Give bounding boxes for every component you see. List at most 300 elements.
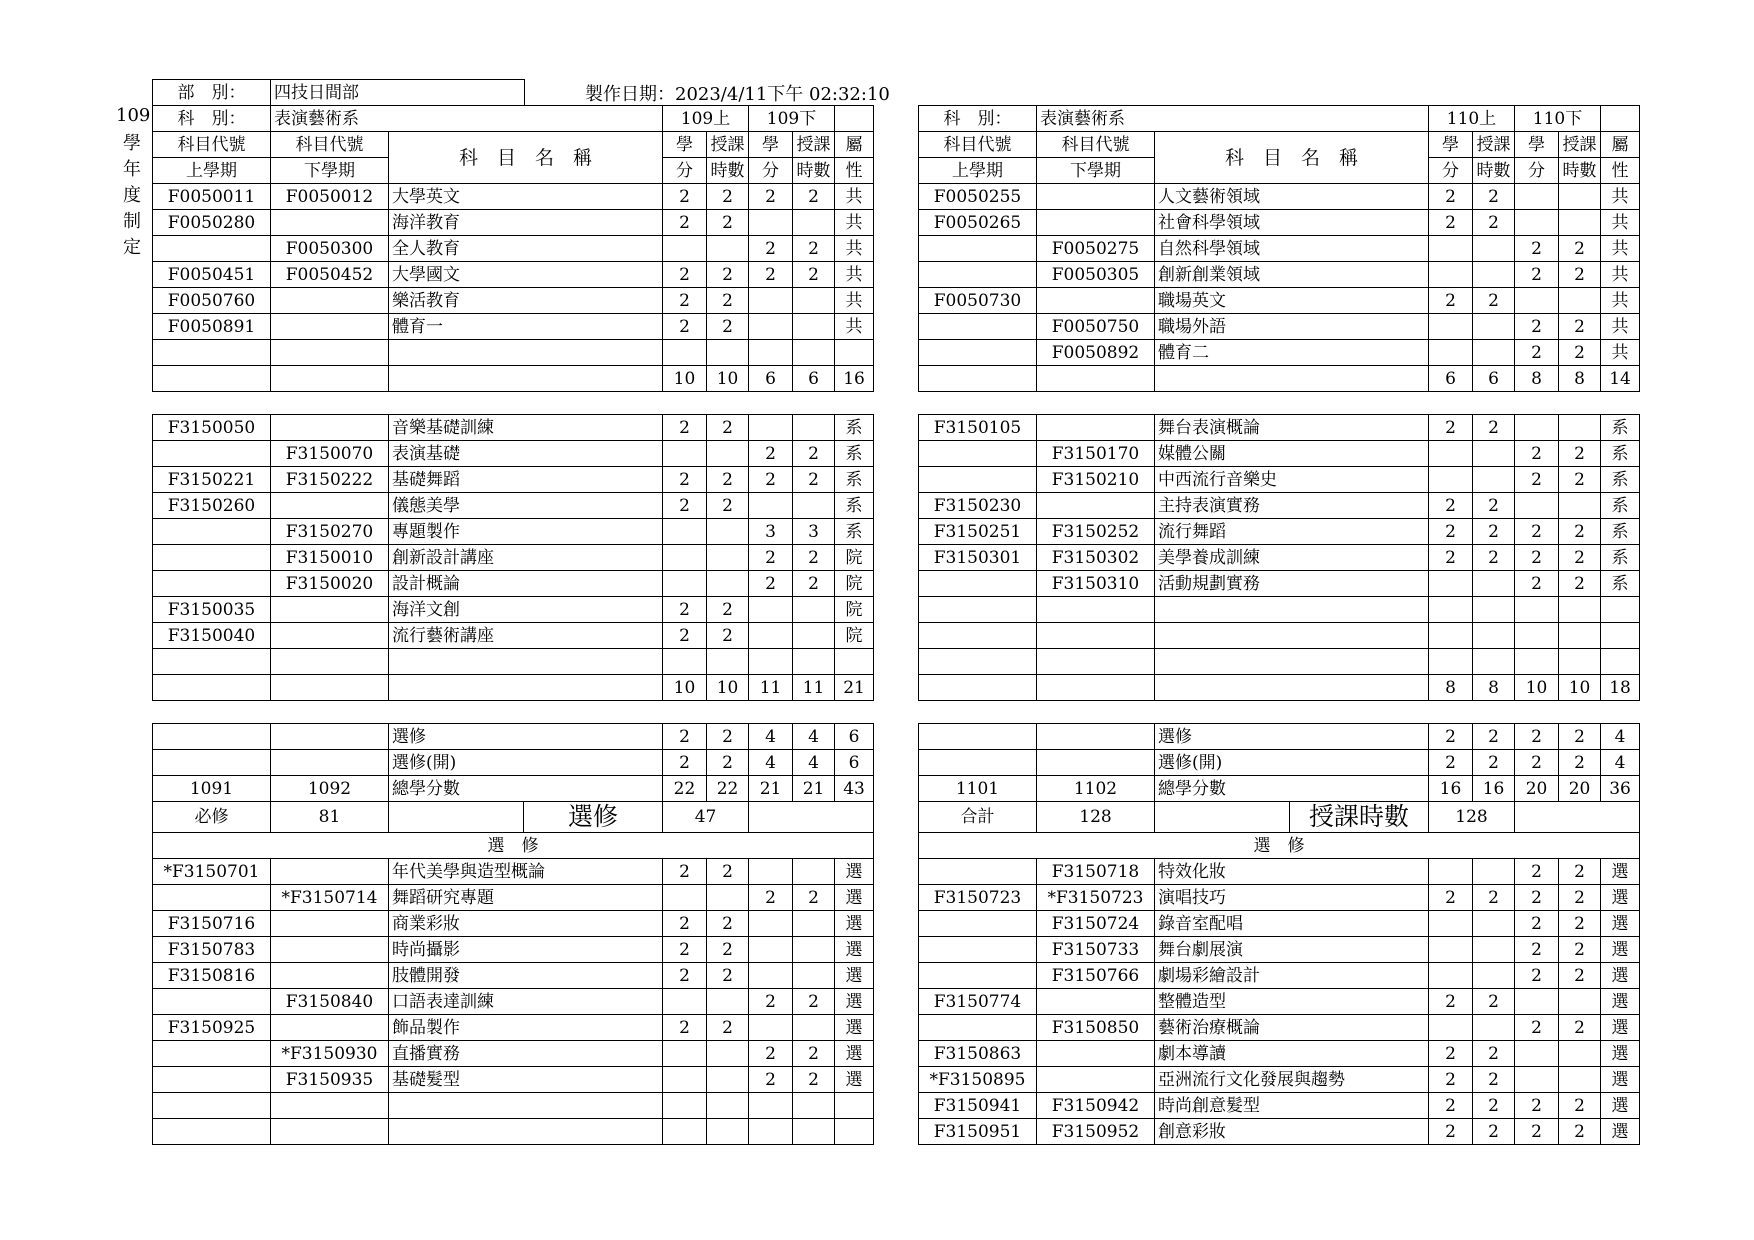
table-row (919, 493, 1640, 519)
attribute: 21 (835, 675, 874, 701)
hours-2: 2 (793, 262, 835, 288)
table-row (919, 885, 1640, 911)
code-lower: F3150840 (271, 989, 389, 1015)
hours-1 (707, 885, 749, 911)
spacer-row (153, 392, 874, 415)
table-row (153, 911, 874, 937)
total-label-2: 選修 (523, 802, 662, 832)
code-lower (1037, 597, 1155, 623)
table-row (153, 859, 874, 885)
code-lower: F0050300 (271, 236, 389, 262)
hours-1: 2 (707, 750, 749, 776)
attribute: 選 (1601, 1041, 1640, 1067)
elective-section-title: 選 修 (919, 833, 1640, 859)
code-lower (1037, 366, 1155, 392)
credit-2: 4 (749, 750, 793, 776)
spacer (153, 392, 874, 415)
credit-2: 2 (1515, 1093, 1559, 1119)
hours-1 (1473, 314, 1515, 340)
table-row (153, 1119, 874, 1145)
code-lower (271, 288, 389, 314)
credit-1: 2 (1429, 1067, 1473, 1093)
credit-2: 2 (1515, 441, 1559, 467)
blank-cell (749, 802, 874, 833)
credit-2 (749, 649, 793, 675)
hours-2: 3 (793, 519, 835, 545)
hours-1 (1473, 649, 1515, 675)
code-lower: F3150718 (1037, 859, 1155, 885)
hours-2: 4 (793, 724, 835, 750)
course-name: 流行藝術講座 (389, 623, 663, 649)
attribute: 系 (835, 415, 874, 441)
credit-2 (1515, 623, 1559, 649)
attribute: 6 (835, 724, 874, 750)
code-upper (153, 519, 271, 545)
course-name: 時尚攝影 (389, 937, 663, 963)
elective-title-row (919, 833, 1640, 859)
table-row (919, 989, 1640, 1015)
credit-1: 2 (663, 210, 707, 236)
attribute: 共 (1601, 184, 1640, 210)
course-name: 創新創業領域 (1155, 262, 1429, 288)
code-upper (919, 366, 1037, 392)
credit-1: 2 (663, 724, 707, 750)
table-row (153, 441, 874, 467)
hours-2 (1559, 649, 1601, 675)
hours-2 (793, 1015, 835, 1041)
attribute: 系 (1601, 441, 1640, 467)
credit-1 (1429, 441, 1473, 467)
code-upper (153, 340, 271, 366)
code-upper: F3150951 (919, 1119, 1037, 1145)
course-name: 媒體公關 (1155, 441, 1429, 467)
code-lower (1037, 493, 1155, 519)
table-row (919, 1067, 1640, 1093)
course-name: 舞蹈研究專題 (389, 885, 663, 911)
credit-1: 2 (663, 911, 707, 937)
hours-2: 2 (1559, 467, 1601, 493)
right-course-table (918, 105, 1640, 1145)
credit-1 (663, 571, 707, 597)
credit-2: 2 (1515, 937, 1559, 963)
table-row (919, 675, 1640, 701)
code-lower (1037, 184, 1155, 210)
credit-2: 6 (749, 366, 793, 392)
code-upper (153, 675, 271, 701)
code-upper (919, 649, 1037, 675)
hours-1: 8 (1473, 675, 1515, 701)
attribute: 18 (1601, 675, 1640, 701)
credit-1: 2 (1429, 415, 1473, 441)
course-name: 飾品製作 (389, 1015, 663, 1041)
hours-1: 2 (707, 911, 749, 937)
credit-1: 2 (1429, 750, 1473, 776)
table-row (153, 571, 874, 597)
code-lower (1037, 675, 1155, 701)
table-row (919, 859, 1640, 885)
hours-2: 2 (1559, 937, 1601, 963)
code-lower: F0050750 (1037, 314, 1155, 340)
code-lower (1037, 623, 1155, 649)
attribute: 選 (835, 911, 874, 937)
credit-1 (1429, 623, 1473, 649)
credit-2 (749, 415, 793, 441)
attribute: 共 (1601, 236, 1640, 262)
course-name (1155, 675, 1429, 701)
major-value: 表演藝術系 (1037, 106, 1429, 132)
hours-2: 2 (793, 1041, 835, 1067)
code-lower (271, 1093, 389, 1119)
attribute: 共 (835, 184, 874, 210)
elective-section-title: 選 修 (153, 833, 874, 859)
header-code-upper: 科目代號 (919, 132, 1037, 158)
credit-2: 10 (1515, 675, 1559, 701)
credit-1: 6 (1429, 366, 1473, 392)
course-name: 基礎舞蹈 (389, 467, 663, 493)
credit-2: 2 (749, 989, 793, 1015)
attribute: 系 (835, 441, 874, 467)
table-row (153, 236, 874, 262)
attribute: 系 (835, 519, 874, 545)
credit-1: 16 (1429, 776, 1473, 802)
code-lower: F3150210 (1037, 467, 1155, 493)
code-upper: F3150301 (919, 545, 1037, 571)
code-lower (1037, 210, 1155, 236)
attribute: 16 (835, 366, 874, 392)
credit-2: 2 (1515, 545, 1559, 571)
hours-1 (1473, 340, 1515, 366)
code-upper (153, 236, 271, 262)
course-name: 肢體開發 (389, 963, 663, 989)
credit-2: 2 (749, 885, 793, 911)
course-name: 劇場彩繪設計 (1155, 963, 1429, 989)
credit-2: 3 (749, 519, 793, 545)
hours-2 (1559, 210, 1601, 236)
attribute: 系 (835, 467, 874, 493)
code-upper (919, 314, 1037, 340)
course-name: 體育二 (1155, 340, 1429, 366)
hours-1: 2 (1473, 493, 1515, 519)
attribute: 選 (835, 963, 874, 989)
attribute (835, 1119, 874, 1145)
code-lower: F3150952 (1037, 1119, 1155, 1145)
header-code-upper: 科目代號 (153, 132, 271, 158)
credit-2 (749, 1119, 793, 1145)
attribute: 4 (1601, 724, 1640, 750)
code-upper (919, 963, 1037, 989)
header-credit: 分 (749, 158, 793, 184)
attribute: 選 (835, 1015, 874, 1041)
code-upper (919, 236, 1037, 262)
header-hours: 授課 (1473, 132, 1515, 158)
table-row (153, 963, 874, 989)
code-upper: F3150040 (153, 623, 271, 649)
code-lower: F3150020 (271, 571, 389, 597)
hours-1: 2 (1473, 1041, 1515, 1067)
course-name: 亞洲流行文化發展與趨勢 (1155, 1067, 1429, 1093)
hours-2 (793, 288, 835, 314)
credit-1: 2 (1429, 1041, 1473, 1067)
credit-2: 2 (749, 545, 793, 571)
credit-2: 2 (749, 1041, 793, 1067)
table-row (919, 340, 1640, 366)
table-row (919, 314, 1640, 340)
year-vertical-char: 年 (123, 159, 141, 180)
hours-1: 2 (707, 597, 749, 623)
year-vertical-label (116, 131, 148, 261)
code-lower (1037, 288, 1155, 314)
course-name (389, 649, 663, 675)
credit-2 (749, 911, 793, 937)
spacer-row (919, 392, 1640, 415)
table-row (153, 776, 874, 802)
credit-1: 2 (663, 623, 707, 649)
course-name: 全人教育 (389, 236, 663, 262)
credit-2 (749, 493, 793, 519)
hours-1: 2 (1473, 989, 1515, 1015)
attribute: 院 (835, 623, 874, 649)
hours-2: 2 (1559, 441, 1601, 467)
code-upper: F3150925 (153, 1015, 271, 1041)
hours-1 (1473, 911, 1515, 937)
code-upper (153, 750, 271, 776)
code-upper (919, 937, 1037, 963)
credit-2: 2 (749, 236, 793, 262)
credit-1: 2 (663, 314, 707, 340)
hours-1 (1473, 467, 1515, 493)
credit-2 (749, 288, 793, 314)
code-upper (919, 675, 1037, 701)
dept-label: 部 別： (153, 80, 271, 106)
header-term-lower: 下學期 (1037, 158, 1155, 184)
course-name (389, 675, 663, 701)
hours-2: 2 (1559, 236, 1601, 262)
code-lower: *F3150930 (271, 1041, 389, 1067)
code-upper (919, 724, 1037, 750)
course-name: 口語表達訓練 (389, 989, 663, 1015)
credit-1 (1429, 937, 1473, 963)
code-lower (1037, 1067, 1155, 1093)
credit-1: 2 (663, 937, 707, 963)
hours-2: 21 (793, 776, 835, 802)
credit-1 (663, 1041, 707, 1067)
credit-2 (749, 210, 793, 236)
attribute: 系 (1601, 493, 1640, 519)
credit-2: 8 (1515, 366, 1559, 392)
table-row (153, 597, 874, 623)
course-name: 特效化妝 (1155, 859, 1429, 885)
table-row (919, 776, 1640, 802)
code-lower (271, 493, 389, 519)
course-name (1155, 623, 1429, 649)
credit-1: 2 (1429, 1119, 1473, 1145)
credit-2 (749, 937, 793, 963)
credit-1 (1429, 314, 1473, 340)
table-row (919, 366, 1640, 392)
credit-1: 2 (663, 859, 707, 885)
hours-1 (707, 1041, 749, 1067)
hours-2: 2 (1559, 519, 1601, 545)
year-vertical-char: 制 (123, 211, 141, 232)
code-lower (271, 597, 389, 623)
attribute: 選 (1601, 989, 1640, 1015)
attribute: 43 (835, 776, 874, 802)
credit-1 (1429, 571, 1473, 597)
credit-2 (1515, 493, 1559, 519)
credit-1: 2 (1429, 210, 1473, 236)
header-attribute: 屬 (835, 132, 874, 158)
code-upper (919, 467, 1037, 493)
table-row (919, 1119, 1640, 1145)
hours-1 (707, 571, 749, 597)
credit-2: 2 (1515, 885, 1559, 911)
credit-2: 2 (1515, 314, 1559, 340)
hours-1 (1473, 937, 1515, 963)
attribute: 系 (1601, 519, 1640, 545)
code-upper (153, 989, 271, 1015)
hours-2: 2 (1559, 340, 1601, 366)
code-lower: F3150252 (1037, 519, 1155, 545)
attribute: 選 (1601, 885, 1640, 911)
code-upper (919, 750, 1037, 776)
major-row (919, 106, 1640, 132)
hours-2 (1559, 989, 1601, 1015)
code-upper (919, 441, 1037, 467)
hours-1: 2 (707, 859, 749, 885)
code-upper: 1091 (153, 776, 271, 802)
course-name: 錄音室配唱 (1155, 911, 1429, 937)
attribute: 共 (1601, 340, 1640, 366)
credit-1 (663, 1067, 707, 1093)
hours-1: 2 (707, 724, 749, 750)
hours-2: 2 (1559, 724, 1601, 750)
hours-1: 2 (707, 1015, 749, 1041)
header-credit: 分 (1515, 158, 1559, 184)
hours-2: 10 (1559, 675, 1601, 701)
table-row (919, 571, 1640, 597)
hours-2 (793, 623, 835, 649)
code-upper (153, 441, 271, 467)
attribute (1601, 649, 1640, 675)
credit-2 (749, 859, 793, 885)
code-lower (271, 724, 389, 750)
code-upper: F3150221 (153, 467, 271, 493)
course-name: 流行舞蹈 (1155, 519, 1429, 545)
hours-1: 2 (1473, 184, 1515, 210)
credit-1: 2 (663, 597, 707, 623)
code-upper: F3150723 (919, 885, 1037, 911)
header-hours: 授課 (793, 132, 835, 158)
credit-1: 2 (1429, 184, 1473, 210)
elective-title-row (153, 833, 874, 859)
code-upper: *F3150895 (919, 1067, 1037, 1093)
hours-2 (793, 340, 835, 366)
course-name: 創意彩妝 (1155, 1119, 1429, 1145)
credit-1: 2 (663, 1015, 707, 1041)
table-row (153, 750, 874, 776)
table-row (919, 724, 1640, 750)
header-credit: 分 (663, 158, 707, 184)
credit-2 (1515, 1041, 1559, 1067)
table-row (153, 545, 874, 571)
table-row (153, 724, 874, 750)
year-label: 109 (116, 105, 151, 126)
hours-2: 2 (793, 545, 835, 571)
hours-1: 10 (707, 366, 749, 392)
total-value-1: 81 (271, 802, 389, 833)
attribute: 共 (835, 314, 874, 340)
credit-2: 2 (749, 262, 793, 288)
code-lower (1037, 415, 1155, 441)
hours-2 (793, 911, 835, 937)
code-upper (153, 1067, 271, 1093)
hours-1 (1473, 441, 1515, 467)
hours-1: 2 (707, 288, 749, 314)
code-upper: F0050011 (153, 184, 271, 210)
credit-2 (1515, 649, 1559, 675)
credit-1 (663, 989, 707, 1015)
hours-1: 22 (707, 776, 749, 802)
course-name (389, 340, 663, 366)
credit-2 (749, 314, 793, 340)
credit-1 (1429, 467, 1473, 493)
table-row (153, 493, 874, 519)
hours-2: 2 (1559, 859, 1601, 885)
course-name: 設計概論 (389, 571, 663, 597)
hours-1 (707, 649, 749, 675)
attribute: 4 (1601, 750, 1640, 776)
year-vertical-char: 學 (123, 133, 141, 154)
hours-1 (707, 1119, 749, 1145)
hours-1: 2 (707, 184, 749, 210)
header-credit: 分 (1429, 158, 1473, 184)
credit-2: 21 (749, 776, 793, 802)
credit-1 (663, 545, 707, 571)
credit-2: 2 (1515, 750, 1559, 776)
code-upper (919, 262, 1037, 288)
attribute: 36 (1601, 776, 1640, 802)
code-upper (153, 885, 271, 911)
course-name: 選修(開) (389, 750, 663, 776)
blank-cell (1601, 106, 1640, 132)
hours-1: 2 (1473, 724, 1515, 750)
credit-2: 2 (1515, 519, 1559, 545)
course-name: 整體造型 (1155, 989, 1429, 1015)
course-name (389, 366, 663, 392)
table-row (919, 623, 1640, 649)
header-credit: 學 (1429, 132, 1473, 158)
course-name: 時尚創意髮型 (1155, 1093, 1429, 1119)
hours-2 (793, 1093, 835, 1119)
hours-2: 2 (1559, 1093, 1601, 1119)
code-upper: F0050451 (153, 262, 271, 288)
attribute: 共 (835, 288, 874, 314)
header-code-lower: 科目代號 (271, 132, 389, 158)
code-lower (271, 750, 389, 776)
spacer (919, 701, 1640, 724)
dept-value: 四技日間部 (271, 80, 525, 106)
hours-2 (1559, 597, 1601, 623)
credit-1 (663, 340, 707, 366)
code-lower: F3150270 (271, 519, 389, 545)
code-lower: F0050892 (1037, 340, 1155, 366)
table-row (153, 314, 874, 340)
table-row (919, 288, 1640, 314)
code-lower: F3150302 (1037, 545, 1155, 571)
hours-1: 2 (707, 415, 749, 441)
course-name: 大學英文 (389, 184, 663, 210)
credit-2: 2 (1515, 340, 1559, 366)
